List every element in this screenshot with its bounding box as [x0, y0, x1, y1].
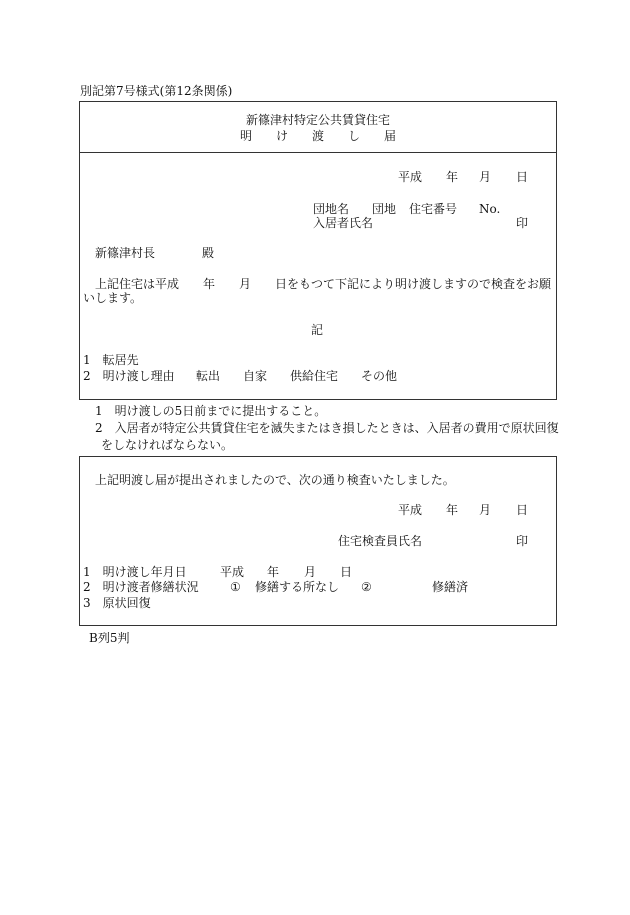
addressee-honorific: 殿 [202, 246, 215, 260]
repair-option-1-mark: ① [230, 580, 241, 594]
date-day-label: 日 [516, 170, 529, 184]
resident-name-label: 入居者氏名 [313, 216, 374, 230]
inspector-seal: 印 [516, 534, 529, 548]
form-title-line1: 新篠津村特定公共賃貸住宅 [245, 113, 390, 127]
item-moving-destination: 1 転居先 [83, 353, 139, 367]
reason-option-transfer: 転出 [196, 369, 221, 383]
danchi-suffix: 団地 [372, 202, 397, 216]
vacate-date-month: 月 [304, 565, 317, 579]
inspection-date-year: 年 [446, 503, 459, 517]
reason-option-own-home: 自家 [243, 369, 268, 383]
date-year-label: 年 [446, 170, 459, 184]
inspection-date-era: 平成 [398, 503, 423, 517]
vacate-date-year: 年 [267, 565, 280, 579]
paper-size-note: B列5判 [89, 631, 130, 645]
note-2-line2: をしなければならない。 [101, 438, 234, 452]
body-text-line2: いします。 [83, 291, 143, 305]
form-id: 別記第7号様式(第12条関係) [80, 84, 233, 98]
repair-option-2-text: 修繕済 [432, 580, 469, 594]
no-label: No. [479, 202, 501, 216]
date-month-label: 月 [479, 170, 492, 184]
danchi-name-label: 団地名 [313, 202, 350, 216]
restoration-label: 3 原状回復 [83, 596, 151, 610]
vacate-date-label: 1 明け渡し年月日 [83, 565, 187, 579]
inspector-name-label: 住宅検査員氏名 [338, 534, 423, 548]
addressee-name: 新篠津村長 [95, 246, 156, 260]
note-2-line1: 2 入居者が特定公共賃貸住宅を滅失またはき損したときは、入居者の費用で原状回復 [95, 421, 559, 435]
body-text-line1: 上記住宅は平成 年 月 日をもつて下記により明け渡しますので検査をお願 [95, 277, 552, 291]
ki-heading: 記 [311, 323, 324, 337]
note-1: 1 明け渡しの5日前までに提出すること。 [95, 404, 327, 418]
vacate-date-era: 平成 [220, 565, 245, 579]
repair-option-2-mark: ② [361, 580, 372, 594]
house-number-label: 住宅番号 [409, 202, 458, 216]
inspection-date-month: 月 [479, 503, 492, 517]
reason-option-supply-housing: 供給住宅 [290, 369, 339, 383]
resident-seal: 印 [516, 216, 529, 230]
date-era: 平成 [398, 170, 423, 184]
inspection-date-day: 日 [516, 503, 529, 517]
inspection-intro: 上記明渡し届が提出されましたので、次の通り検査いたしました。 [95, 473, 455, 487]
repair-option-1-text: 修繕する所なし [255, 580, 340, 594]
item-reason-label: 2 明け渡し理由 [83, 369, 175, 383]
reason-option-other: その他 [361, 369, 398, 383]
title-divider [79, 152, 557, 153]
form-title-line2: 明 け 渡 し 届 [239, 129, 396, 143]
vacate-date-day: 日 [340, 565, 353, 579]
repair-status-label: 2 明け渡者修繕状況 [83, 580, 199, 594]
